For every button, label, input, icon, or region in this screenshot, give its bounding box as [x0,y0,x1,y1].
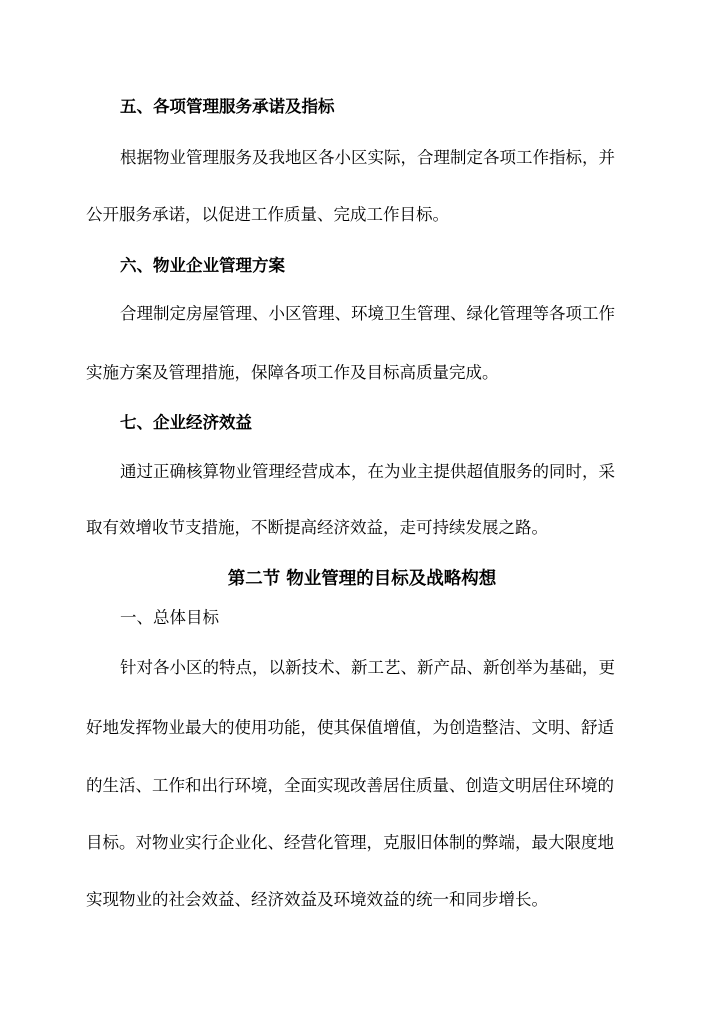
paragraph-line: 目标。对物业实行企业化、经营化管理，克服旧体制的弊端，最大限度地 [86,833,614,852]
paragraph-line: 实施方案及管理措施，保障各项工作及目标高质量完成。 [86,363,499,382]
paragraph-line: 针对各小区的特点，以新技术、新工艺、新产品、新创举为基础，更 [120,658,615,677]
paragraph-line: 好地发挥物业最大的使用功能，使其保值增值，为创造整洁、文明、舒适 [86,718,614,737]
paragraph-line: 合理制定房屋管理、小区管理、环境卫生管理、绿化管理等各项工作 [120,304,615,323]
section-heading-7: 七、企业经济效益 [120,413,252,432]
section-heading-5: 五、各项管理服务承诺及指标 [120,97,335,116]
paragraph-line: 通过正确核算物业管理经营成本，在为业主提供超值服务的同时，采 [120,462,615,481]
section-heading-6: 六、物业企业管理方案 [120,256,285,275]
paragraph-line: 的生活、工作和出行环境，全面实现改善居住质量、创造文明居住环境的 [86,776,614,795]
subsection-heading: 一、总体目标 [120,608,219,627]
chapter-title: 第二节 物业管理的目标及战略构想 [227,569,497,589]
paragraph-line: 取有效增收节支措施，不断提高经济效益，走可持续发展之路。 [86,518,548,537]
paragraph-line: 公开服务承诺，以促进工作质量、完成工作目标。 [86,205,449,224]
paragraph-line: 实现物业的社会效益、经济效益及环境效益的统一和同步增长。 [86,890,548,909]
paragraph-line: 根据物业管理服务及我地区各小区实际，合理制定各项工作指标，并 [120,148,615,167]
